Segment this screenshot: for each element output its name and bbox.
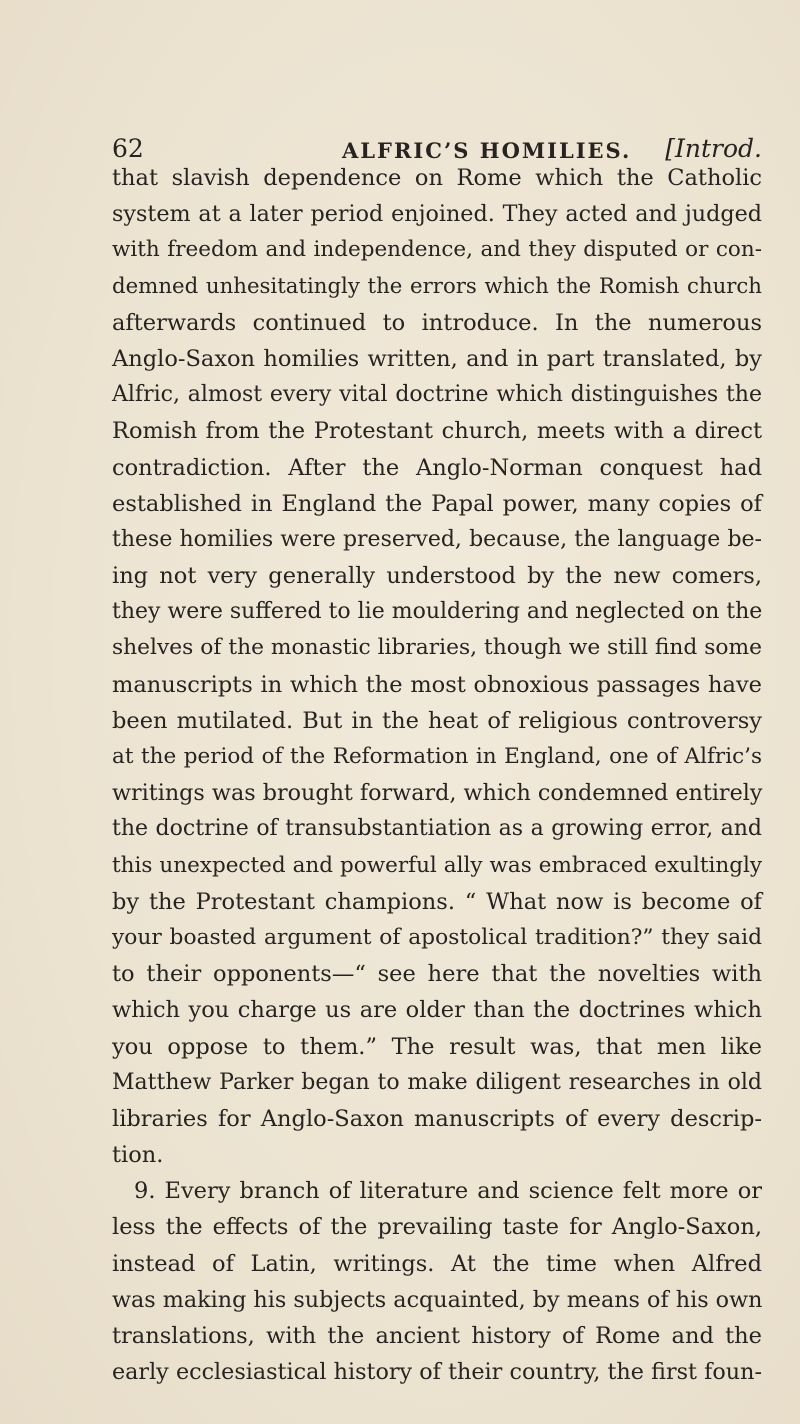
text-line: ing not very generally understood by the new comers, (112, 563, 762, 590)
text-line: Romish from the Protestant church, meets with a direct (112, 418, 762, 445)
text-line: Matthew Parker began to make diligent researches in old (112, 1069, 762, 1095)
text-line: Anglo-Saxon homilies written, and in part translated, by (112, 345, 762, 372)
text-line: Alfric, almost every vital doctrine which distinguishes the (112, 382, 762, 408)
text-line: writings was brought forward, which condemned entirely (112, 780, 763, 807)
text-line: been mutilated. But in the heat of religious controversy (112, 707, 762, 734)
text-line: 9. Every branch of literature and science felt more or (134, 1178, 762, 1205)
text-line: manuscripts in which the most obnoxious passages have (112, 671, 762, 698)
text-line: the doctrine of transubstantiation as a growing error, and (112, 816, 762, 842)
text-line: early ecclesiastical history of their country, the first foun- (112, 1359, 762, 1386)
text-line: this unexpected and powerful ally was embraced exultingly (112, 852, 762, 878)
text-line: with freedom and independence, and they disputed or con- (112, 237, 762, 263)
text-line: established in England the Papal power, many copies of (112, 490, 762, 517)
text-line: instead of Latin, writings. At the time when Alfred (112, 1250, 762, 1277)
text-line: which you charge us are older than the doctrines which (112, 997, 762, 1024)
text-line: to their opponents—“ see here that the novelties with (112, 961, 762, 988)
text-line: these homilies were preserved, because, the language be- (112, 526, 762, 552)
text-line: afterwards continued to introduce. In the numerous (112, 309, 762, 336)
text-line: translations, with the ancient history of Rome and the (112, 1323, 762, 1349)
text-line: system at a later period enjoined. They acted and judged (112, 201, 762, 228)
text-line: that slavish dependence on Rome which the Catholic (112, 165, 762, 191)
text-line: tion. (112, 1142, 164, 1169)
running-title: ALFRIC’S HOMILIES. (342, 138, 632, 163)
text-line: you oppose to them.” The result was, that men like (112, 1033, 762, 1060)
text-line: by the Protestant champions. “ What now is become of (112, 888, 762, 915)
text-line: less the effects of the prevailing taste for Anglo-Saxon, (112, 1214, 762, 1241)
text-line: they were suffered to lie mouldering and neglected on the (112, 599, 763, 625)
text-line: shelves of the monastic libraries, though we still find some (112, 635, 762, 661)
text-line: at the period of the Reformation in England, one of Alfric’s (112, 744, 762, 769)
text-line: was making his subjects acquainted, by means of his own (112, 1286, 763, 1313)
text-line: libraries for Anglo-Saxon manuscripts of every descrip- (112, 1105, 762, 1132)
page-number: 62 (112, 134, 144, 163)
text-line: your boasted argument of apostolical tradition?” they said (112, 924, 762, 950)
text-line: demned unhesitatingly the errors which the Romish church (112, 273, 762, 299)
section-label: [Introd. (665, 134, 762, 163)
text-line: contradiction. After the Anglo-Norman conquest had (112, 454, 762, 481)
body-text (112, 160, 762, 1390)
